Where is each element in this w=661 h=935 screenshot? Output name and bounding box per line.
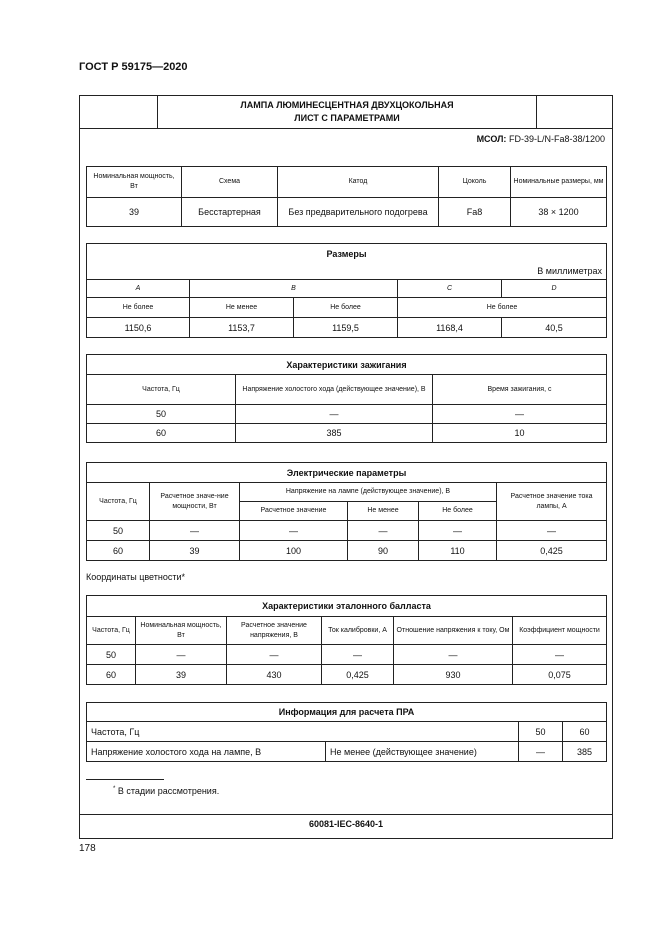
sheet-title-line1: ЛАМПА ЛЮМИНЕСЦЕНТНАЯ ДВУХЦОКОЛЬНАЯ (240, 100, 454, 110)
electrical-cell: — (150, 521, 240, 541)
value-cathode: Без предварительного подогрева (278, 198, 439, 227)
msol-designation (477, 134, 605, 144)
ballast-cell: 0,425 (322, 665, 394, 685)
ignition-cell: 60 (87, 424, 236, 443)
electrical-sub-min: Не менее (348, 502, 419, 521)
dim-letter-c: C (398, 280, 502, 298)
value-nominal-power: 39 (87, 198, 182, 227)
header-base: Цоколь (439, 167, 511, 198)
header-cathode: Катод (278, 167, 439, 198)
ignition-cell: 10 (433, 424, 607, 443)
ballast-cell: — (394, 645, 513, 665)
ignition-cell: — (433, 405, 607, 424)
dimensions-table (86, 243, 607, 338)
ballast-header-ratio: Отношение напряжения к току, Ом (394, 617, 513, 645)
footnote-separator (86, 779, 164, 780)
electrical-cell: — (348, 521, 419, 541)
pra-info-table (86, 702, 607, 762)
ignition-title: Характеристики зажигания (87, 355, 607, 375)
electrical-cell: 60 (87, 541, 150, 561)
pra-voltage-label: Напряжение холостого хода на лампе, В (87, 742, 326, 762)
value-base: Fa8 (439, 198, 511, 227)
title-left-cell (79, 95, 158, 128)
ignition-cell: — (236, 405, 433, 424)
dim-letter-a: A (87, 280, 190, 298)
dim-letter-b: B (190, 280, 398, 298)
pra-title: Информация для расчета ПРА (87, 703, 607, 722)
ignition-cell: 385 (236, 424, 433, 443)
electrical-header-voltage: Напряжение на лампе (действующее значение), В (240, 483, 497, 502)
msol-value: FD-39-L/N-Fa8-38/1200 (508, 134, 605, 144)
color-coordinates-note: Координаты цветности* (86, 572, 185, 582)
document-standard-header: ГОСТ Р 59175—2020 (79, 61, 188, 73)
dim-limit-a: Не более (87, 298, 190, 318)
ballast-header-voltage: Расчетное значение напряжения, В (227, 617, 322, 645)
electrical-cell: 39 (150, 541, 240, 561)
ballast-cell: 39 (136, 665, 227, 685)
ballast-cell: 430 (227, 665, 322, 685)
ballast-table (86, 595, 607, 685)
electrical-cell: 0,425 (497, 541, 607, 561)
header-nominal-power: Номинальная мощность, Вт (87, 167, 182, 198)
dim-value-b-max: 1159,5 (294, 318, 398, 338)
ballast-cell: — (136, 645, 227, 665)
electrical-cell: — (240, 521, 348, 541)
dim-value-b-min: 1153,7 (190, 318, 294, 338)
electrical-header-frequency: Частота, Гц (87, 483, 150, 521)
sheet-title-line2: ЛИСТ С ПАРАМЕТРАМИ (294, 113, 400, 123)
sheet-title-row (79, 95, 613, 129)
electrical-cell: — (419, 521, 497, 541)
ballast-cell: 50 (87, 645, 136, 665)
ballast-header-power: Номинальная мощность, Вт (136, 617, 227, 645)
electrical-title: Электрические параметры (87, 463, 607, 483)
ballast-header-current: Ток калибровки, А (322, 617, 394, 645)
sheet-title (158, 99, 536, 125)
dim-limit-b-min: Не менее (190, 298, 294, 318)
value-scheme: Бесстартерная (182, 198, 278, 227)
electrical-cell: 90 (348, 541, 419, 561)
electrical-sub-max: Не более (419, 502, 497, 521)
dimensions-title: Размеры (87, 244, 607, 264)
header-nominal-dimensions: Номинальные размеры, мм (511, 167, 607, 198)
sheet-code: 60081-IEC-8640-1 (308, 819, 384, 829)
electrical-table (86, 462, 607, 561)
electrical-cell: — (497, 521, 607, 541)
header-scheme: Схема (182, 167, 278, 198)
ignition-header-frequency: Частота, Гц (87, 375, 236, 405)
value-nominal-dimensions: 38 × 1200 (511, 198, 607, 227)
footnote (113, 786, 219, 796)
ballast-cell: 60 (87, 665, 136, 685)
electrical-cell: 50 (87, 521, 150, 541)
electrical-header-power: Расчетное значе-ние мощности, Вт (150, 483, 240, 521)
ignition-header-time: Время зажигания, с (433, 375, 607, 405)
ballast-cell: — (513, 645, 607, 665)
pra-frequency-60: 60 (563, 722, 607, 742)
pra-voltage-note: Не менее (действующее значение) (326, 742, 519, 762)
pra-voltage-50: — (519, 742, 563, 762)
pra-frequency-50: 50 (519, 722, 563, 742)
dim-letter-d: D (502, 280, 607, 298)
msol-label: МСОЛ: (476, 134, 507, 144)
ballast-header-frequency: Частота, Гц (87, 617, 136, 645)
ballast-cell: 0,075 (513, 665, 607, 685)
electrical-cell: 100 (240, 541, 348, 561)
dim-limit-cd: Не более (398, 298, 607, 318)
dim-value-c: 1168,4 (398, 318, 502, 338)
pra-voltage-60: 385 (563, 742, 607, 762)
dimensions-unit: В миллиметрах (87, 264, 607, 280)
pra-frequency-label: Частота, Гц (87, 722, 519, 742)
dim-value-d: 40,5 (502, 318, 607, 338)
electrical-sub-calculated: Расчетное значение (240, 502, 348, 521)
electrical-cell: 110 (419, 541, 497, 561)
ballast-header-power-factor: Коэффициент мощности (513, 617, 607, 645)
ballast-cell: — (322, 645, 394, 665)
electrical-header-current: Расчетное значение тока лампы, А (497, 483, 607, 521)
dim-value-a: 1150,6 (87, 318, 190, 338)
footnote-mark: * (113, 786, 116, 792)
general-table (86, 166, 607, 227)
footnote-text: В стадии рассмотрения. (117, 786, 220, 796)
ignition-cell: 50 (87, 405, 236, 424)
title-right-cell (536, 95, 613, 128)
ignition-table (86, 354, 607, 443)
ballast-title: Характеристики эталонного балласта (87, 596, 607, 617)
sheet-bottom-divider (79, 814, 613, 815)
ballast-cell: — (227, 645, 322, 665)
dim-limit-b-max: Не более (294, 298, 398, 318)
ignition-header-voltage: Напряжение холостого хода (действующее значение), В (236, 375, 433, 405)
page-number: 178 (79, 843, 96, 854)
ballast-cell: 930 (394, 665, 513, 685)
